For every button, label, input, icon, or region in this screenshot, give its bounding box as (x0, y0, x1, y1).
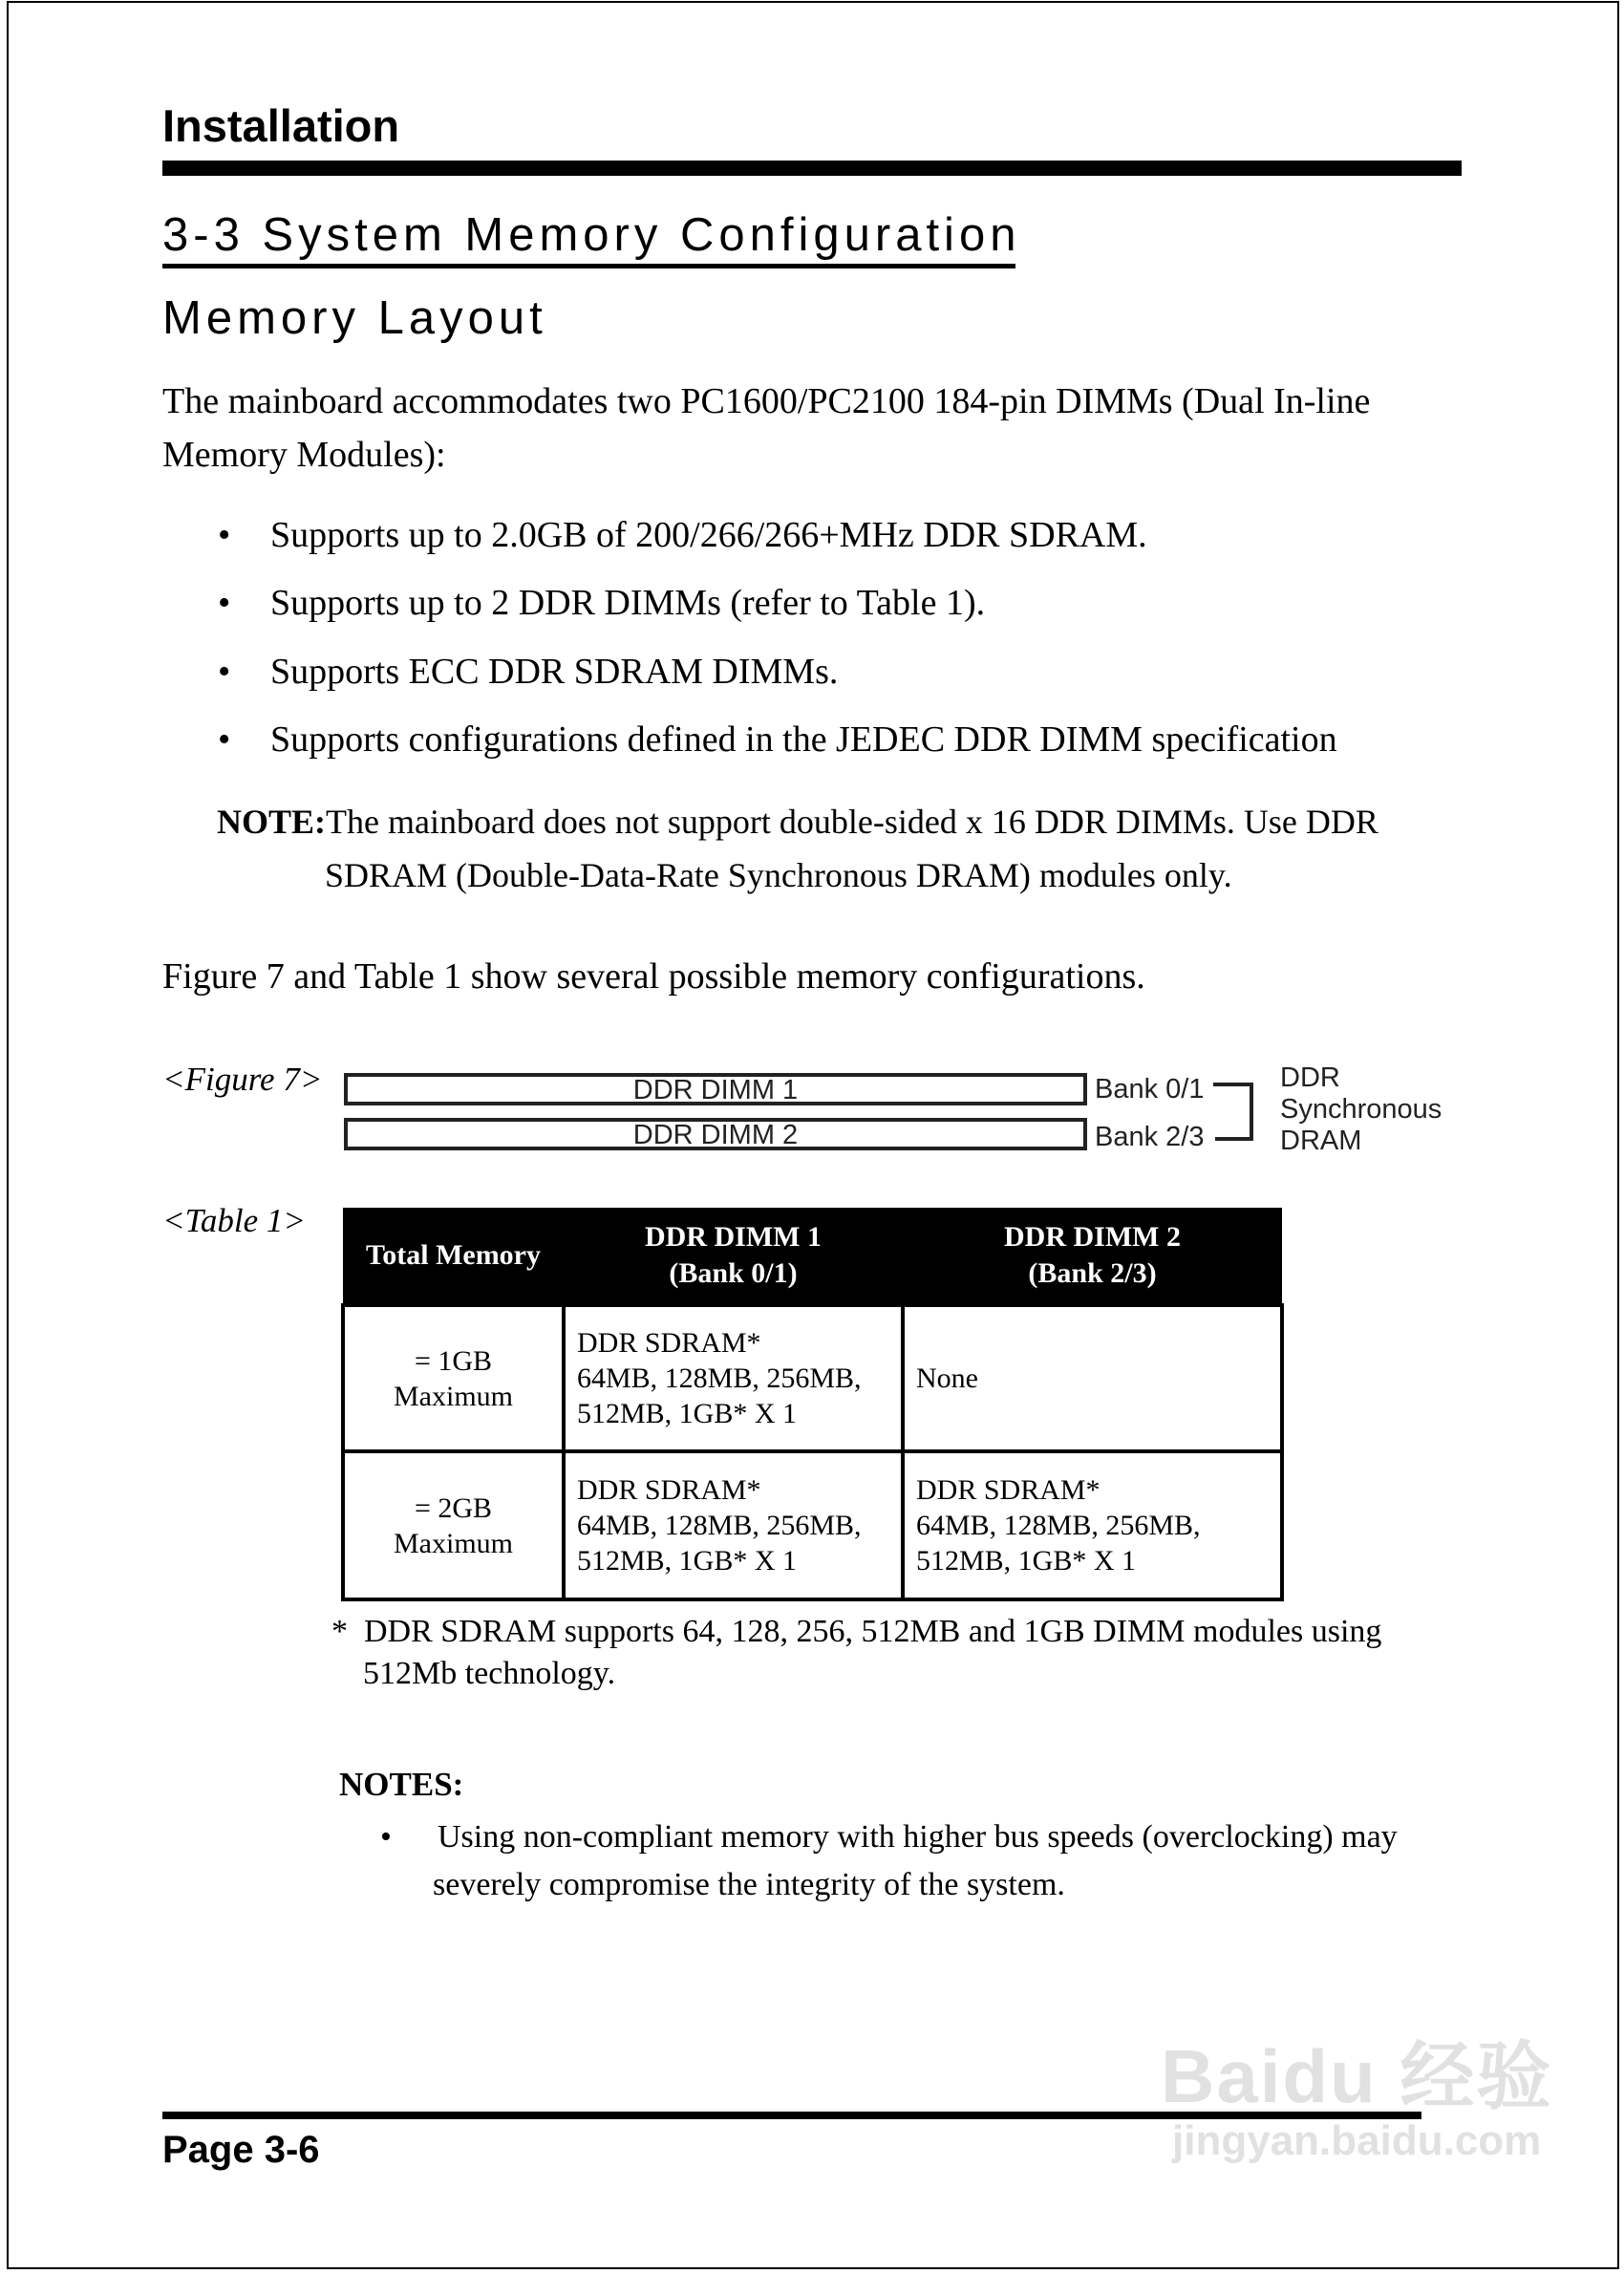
dimm-slot-1: DDR DIMM 1 (344, 1073, 1087, 1105)
footnote-marker: * (331, 1614, 348, 1649)
table-row (343, 1305, 1282, 1451)
note-block (217, 795, 1378, 902)
header-dimm-2 (903, 1208, 1282, 1305)
notes-item-text-continued: severely compromise the integrity of the system. (433, 1867, 1065, 1902)
bullet-icon: • (380, 1819, 392, 1855)
bracket-top-line (1213, 1083, 1253, 1086)
cell-total-memory (343, 1451, 564, 1599)
cell-line: 512MB, 1GB* X 1 (916, 1545, 1137, 1577)
group-label-line: DRAM (1280, 1126, 1362, 1156)
cell-line: 512MB, 1GB* X 1 (577, 1398, 798, 1429)
notes-title: NOTES: (339, 1766, 464, 1803)
bracket-vertical-line (1250, 1083, 1253, 1141)
intro-line: Memory Modules): (162, 435, 446, 475)
section-title-underline (162, 264, 1015, 268)
figure-label: <Figure 7> (162, 1061, 323, 1098)
ddr-sdram-group-label (1280, 1062, 1442, 1157)
cell-line: DDR SDRAM* (577, 1474, 761, 1506)
cell-dimm-1 (564, 1451, 903, 1599)
cell-line: None (916, 1362, 978, 1394)
header-text: DDR DIMM 2 (1004, 1221, 1181, 1253)
note-text-continued: SDRAM (Double-Data-Rate Synchronous DRAM) modules only. (325, 856, 1232, 894)
cell-total-memory (343, 1305, 564, 1451)
figure-intro: Figure 7 and Table 1 show several possible memory configurations. (162, 956, 1145, 997)
cell-line: Maximum (394, 1380, 513, 1412)
cell-line: = 2GB (414, 1491, 493, 1524)
watermark-url: jingyan.baidu.com (1172, 2117, 1542, 2164)
dimm-slot-2: DDR DIMM 2 (344, 1118, 1087, 1150)
table-header-row (343, 1208, 1282, 1305)
table-label: <Table 1> (162, 1202, 306, 1239)
table-row (343, 1451, 1282, 1599)
header-subtext: (Bank 0/1) (669, 1257, 798, 1289)
cell-line: 64MB, 128MB, 256MB, (916, 1510, 1201, 1541)
section-title: 3-3 System Memory Configuration (162, 209, 1021, 261)
bullet-text: Supports ECC DDR SDRAM DIMMs. (270, 652, 839, 692)
bullet-icon: • (218, 719, 231, 760)
group-label-line: DDR (1280, 1062, 1340, 1093)
subsection-title: Memory Layout (162, 292, 547, 344)
cell-dimm-2 (903, 1451, 1282, 1599)
cell-line: DDR SDRAM* (577, 1327, 761, 1359)
feature-bullet (218, 719, 1337, 761)
cell-line: = 1GB (414, 1344, 493, 1377)
feature-bullet (218, 514, 1147, 556)
page-number: Page 3-6 (162, 2129, 320, 2171)
cell-line: 64MB, 128MB, 256MB, (577, 1510, 862, 1541)
header-total-memory (343, 1208, 564, 1305)
cell-line: 512MB, 1GB* X 1 (577, 1545, 798, 1577)
cell-dimm-2 (903, 1305, 1282, 1451)
cell-dimm-1 (564, 1305, 903, 1451)
notes-item-text: Using non-compliant memory with higher bus speeds (overclocking) may (438, 1819, 1398, 1855)
watermark (1161, 2035, 1552, 2165)
header-text: DDR DIMM 1 (645, 1221, 822, 1253)
chapter-header: Installation (162, 100, 400, 151)
feature-bullet (218, 582, 985, 624)
bullet-text: Supports up to 2 DDR DIMMs (refer to Table 1). (270, 583, 986, 623)
intro-line: The mainboard accommodates two PC1600/PC2100 184-pin DIMMs (Dual In-line (162, 381, 1371, 421)
cell-line: DDR SDRAM* (916, 1474, 1100, 1506)
bracket-bottom-line (1215, 1137, 1253, 1141)
header-subtext: (Bank 2/3) (1028, 1257, 1157, 1289)
header-dimm-1 (564, 1208, 903, 1305)
footnote-text-continued: 512Mb technology. (363, 1656, 616, 1691)
note-label: NOTE: (217, 803, 327, 841)
notes-item (380, 1813, 1398, 1909)
bullet-icon: • (218, 515, 231, 555)
watermark-logo-text: Baidu 经验 (1161, 2034, 1553, 2118)
cell-line: 64MB, 128MB, 256MB, (577, 1362, 862, 1394)
group-label-line: Synchronous (1280, 1094, 1442, 1125)
memory-configuration-table (341, 1208, 1284, 1601)
note-text: The mainboard does not support double-sided x 16 DDR DIMMs. Use DDR (326, 803, 1378, 841)
footnote-text: DDR SDRAM supports 64, 128, 256, 512MB and 1GB DIMM modules using (364, 1614, 1382, 1649)
intro-paragraph (162, 375, 1370, 482)
bullet-text: Supports up to 2.0GB of 200/266/266+MHz DDR SDRAM. (270, 515, 1147, 555)
table-footnote (331, 1611, 1381, 1695)
bank-label-0-1: Bank 0/1 (1095, 1074, 1205, 1105)
bullet-icon: • (218, 652, 231, 692)
bullet-icon: • (218, 583, 231, 623)
bank-label-2-3: Bank 2/3 (1095, 1122, 1205, 1152)
header-rule (162, 161, 1462, 176)
feature-bullet (218, 651, 838, 693)
bullet-text: Supports configurations defined in the JEDEC DDR DIMM specification (270, 719, 1337, 760)
header-text: Total Memory (365, 1239, 542, 1271)
cell-line: Maximum (394, 1527, 513, 1559)
